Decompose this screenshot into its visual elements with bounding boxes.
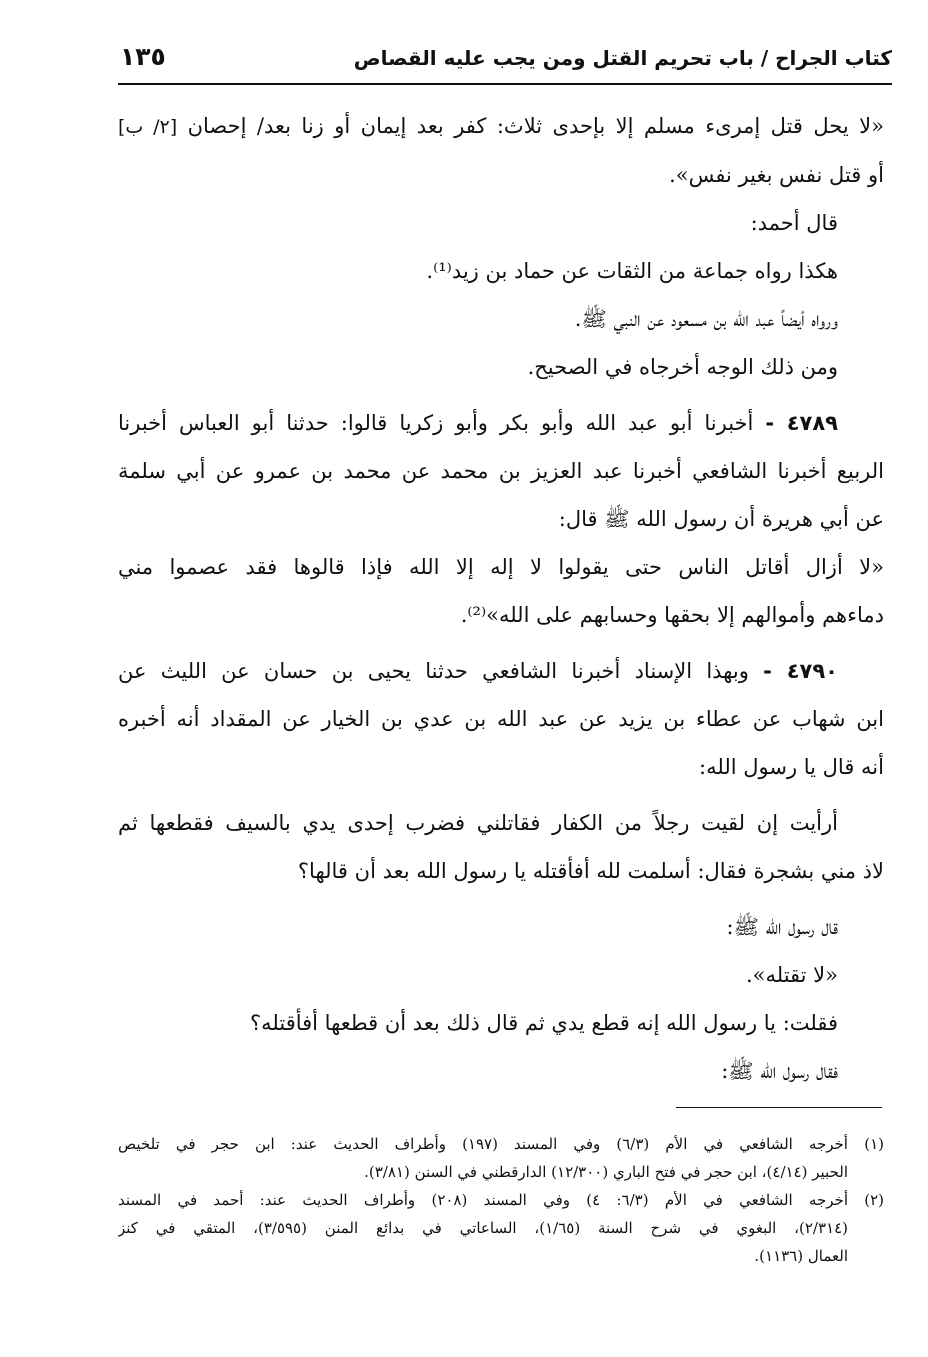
footnote-line: العمال (١١٣٦). bbox=[754, 1247, 848, 1265]
text-line: ورواه أيضاً عبد الله بن مسعود عن النبي ﷺ. bbox=[574, 307, 838, 331]
chapter-title: كتاب الجراح / باب تحريم القتل ومن يجب عليه القصاص bbox=[353, 46, 892, 70]
text-line: ابن شهاب عن عطاء بن يزيد عن عبد الله بن عدي بن الخيار عن المقداد أنه أخبره bbox=[118, 707, 884, 731]
text-line: قال أحمد: bbox=[750, 211, 838, 235]
page-header bbox=[120, 40, 892, 86]
footnote-line: الحبير (٤/١٤)، ابن حجر في فتح الباري (١٢/٣٠٠) الدارقطني في السنن (٣/٨١). bbox=[364, 1163, 848, 1181]
footnote-line: أخرجه الشافعي في الأم (٦/٣: ٤) وفي المسند (٢٠٨) وأطراف الحديث عند: أحمد في المسند bbox=[118, 1191, 848, 1209]
text-span: أخبرنا أبو عبد الله وأبو بكر وأبو زكريا قالوا: حدثنا أبو العباس أخبرنا bbox=[118, 411, 754, 435]
text-line: الربيع أخبرنا الشافعي أخبرنا عبد العزيز بن محمد عن محمد بن عمرو عن أبي سلمة bbox=[118, 459, 884, 483]
text-line: أرأيت إن لقيت رجلاً من الكفار فقاتلني فضرب إحدى يدي بالسيف فقطعها ثم bbox=[118, 811, 838, 835]
text-line: «لا أزال أقاتل الناس حتى يقولوا لا إله إلا الله فإذا قالوها فقد عصموا مني bbox=[118, 555, 884, 579]
footnote-number: (٢) bbox=[864, 1191, 884, 1209]
text-line: لاذ مني بشجرة فقال: أسلمت لله أفأقتله يا رسول الله بعد أن قالها؟ bbox=[297, 859, 884, 883]
text-line: أنه قال يا رسول الله: bbox=[699, 755, 884, 779]
text-line bbox=[118, 102, 884, 151]
hadith-number: ٤٧٩٠ - bbox=[763, 659, 838, 683]
text-line: هكذا رواه جماعة من الثقات عن حماد بن زيد⁽¹⁾. bbox=[426, 259, 838, 283]
footnote-2 bbox=[118, 1186, 884, 1270]
text-span: وبهذا الإسناد أخبرنا الشافعي حدثنا يحيى بن حسان عن الليث عن bbox=[118, 659, 749, 683]
footnotes bbox=[118, 1130, 884, 1270]
text-line: فقال رسول الله ﷺ: bbox=[721, 1059, 838, 1083]
footnote-1 bbox=[118, 1130, 884, 1186]
text-line: قال رسول الله ﷺ: bbox=[726, 915, 838, 939]
footnote-separator bbox=[676, 1107, 882, 1108]
text-line: ومن ذلك الوجه أخرجاه في الصحيح. bbox=[527, 355, 838, 379]
text-line: «لا تقتله». bbox=[745, 963, 838, 987]
main-text bbox=[118, 102, 884, 1095]
hadith-4789-first-line bbox=[118, 399, 884, 447]
text-line: أو قتل نفس بغير نفس». bbox=[669, 163, 884, 187]
page-number: ١٣٥ bbox=[120, 42, 166, 71]
hadith-number: ٤٧٨٩ - bbox=[765, 411, 838, 435]
text-line: فقلت: يا رسول الله إنه قطع يدي ثم قال ذلك بعد أن قطعها أفأقتله؟ bbox=[250, 1011, 838, 1035]
manuscript-folio-marker: [٢/ ب] bbox=[118, 116, 178, 138]
text-line: عن أبي هريرة أن رسول الله ﷺ قال: bbox=[558, 507, 884, 531]
hadith-quote-start: «لا يحل قتل إمرىء مسلم إلا بإحدى ثلاث: كفر بعد إيمان أو زنا بعد/ إحصان bbox=[187, 114, 884, 138]
footnote-line: (٢/٣١٤)، البغوي في شرح السنة (١/٦٥)، الساعاتي في بدائع المنن (٣/٥٩٥)، المتقي في كنز bbox=[118, 1219, 848, 1237]
footnote-number: (١) bbox=[864, 1135, 884, 1153]
header-rule bbox=[118, 83, 892, 85]
hadith-4790-first-line bbox=[118, 647, 884, 695]
footnote-line: أخرجه الشافعي في الأم (٦/٣) وفي المسند (١٩٧) وأطراف الحديث عند: ابن حجر في تلخيص bbox=[118, 1135, 848, 1153]
text-line: دماءهم وأموالهم إلا بحقها وحسابهم على الله»⁽²⁾. bbox=[460, 603, 884, 627]
